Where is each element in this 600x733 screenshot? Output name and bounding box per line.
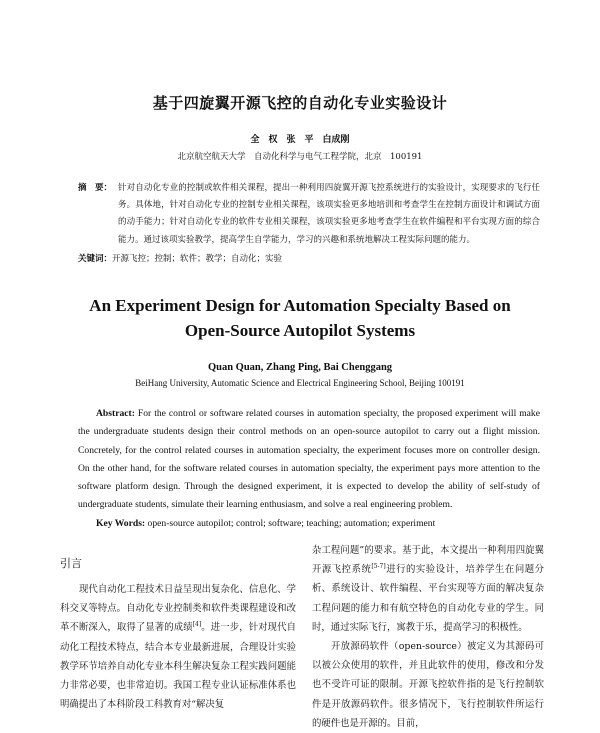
section-heading: 引言 (60, 557, 82, 570)
en-title (0, 293, 600, 343)
en-keywords-label: Key Words: (96, 518, 146, 529)
right-para1-a: 杂工程问题”的要求。基于此，本文提出一种利用四旋翼开源飞控系统 (312, 545, 544, 576)
cn-keywords (78, 252, 540, 264)
en-title-line1: An Experiment Design for Automation Specialty Based on (89, 296, 511, 315)
en-affiliation: BeiHang University, Automatic Science and Electrical Engineering School, Beijing 100191 (135, 378, 465, 388)
right-para1-b: 进行的实验设计，培养学生在问题分析、系统设计、软件编程、平台实现等方面的解决复杂工程问题的能力和有航空特色的自动化专业的学生。同时，通过实际飞行，寓教于乐，提高学习的积极性。 (312, 564, 544, 633)
citation: [4] (192, 621, 202, 629)
en-title-line2: Open-Source Autopilot Systems (184, 321, 416, 340)
cn-keywords-label: 关键词： (78, 254, 113, 264)
right-paragraph-1 (312, 541, 544, 637)
citation: [5-7] (371, 563, 386, 571)
cn-authors: 全 权 张 平 白成刚 (250, 135, 350, 145)
right-column (312, 541, 544, 733)
en-keywords (96, 518, 536, 529)
cn-abstract (78, 180, 540, 249)
en-authors: Quan Quan, Zhang Ping, Bai Chenggang (207, 362, 393, 373)
cn-affiliation: 北京航空航天大学 自动化科学与电气工程学院，北京 100191 (177, 152, 423, 162)
left-para-text: 现代自动化工程技术日益呈现出复杂化、信息化、学科交叉等特点。自动化专业控制类和软件类课程建设和改革不断深入，取得了显著的成绩 (60, 584, 296, 634)
cn-keywords-text: 开源飞控；控制；软件；教学；自动化；实验 (112, 254, 283, 264)
en-abstract-text: For the control or software related courses in automation specialty, the proposed experiment will make the undergraduate students design their control methods on an open-source autopilot to carry out a flight mission. Concretely, for the control related courses in automation specialty, the experiment focuses more on controller design. On the other hand, for the software related courses in automation specialty, the experiment pays more attention to the software platform design. Through the designed experiment, it is expected to develop the ability of self-study of undergraduate students, simulate their learning enthusiasm, and solve a real engineering problem. (78, 408, 540, 511)
left-para-cont: 。进一步，针对现代自动化工程技术特点，结合本专业最新进展，合理设计实验教学环节培养自动化专业本科生解决复杂工程实践问题能力非常必要，也非常迫切。我国工程专业认证标准体系也明确提出了本科阶段工科教育对“解决复 (60, 622, 296, 711)
left-column (60, 580, 296, 714)
cn-abstract-label: 摘 要： (78, 183, 113, 193)
left-paragraph (60, 580, 296, 714)
cn-title: 基于四旋翼开源飞控的自动化专业实验设计 (152, 94, 448, 112)
en-abstract (78, 405, 540, 515)
cn-abstract-text: 针对自动化专业的控制或软件相关课程，提出一种利用四旋翼开源飞控系统进行的实验设计，实现要求的飞行任务。具体地，针对自动化专业的控制专业相关课程，该项实验更多地培训和考查学生在控制方面设计和调试方面的动手能力；针对自动化专业的软件专业相关课程，该项实验更多地考查学生在软件编程和平台实现方面的综合能力。通过该项实验教学，提高学生自学能力，学习的兴趣和系统地解决工程实际问题的能力。 (118, 183, 540, 245)
en-abstract-label: Abstract: (96, 408, 135, 419)
right-paragraph-2: 开放源码软件（open-source）被定义为其源码可以被公众使用的软件，并且此软件的使用，修改和分发也不受许可证的限制。开源飞控软件指的是飞行控制软件是开放源码软件。很多情况下，飞行控制软件所运行的硬件也是开源的。目前， (312, 641, 544, 729)
en-keywords-text: open-source autopilot; control; software; teaching; automation; experiment (145, 518, 436, 529)
